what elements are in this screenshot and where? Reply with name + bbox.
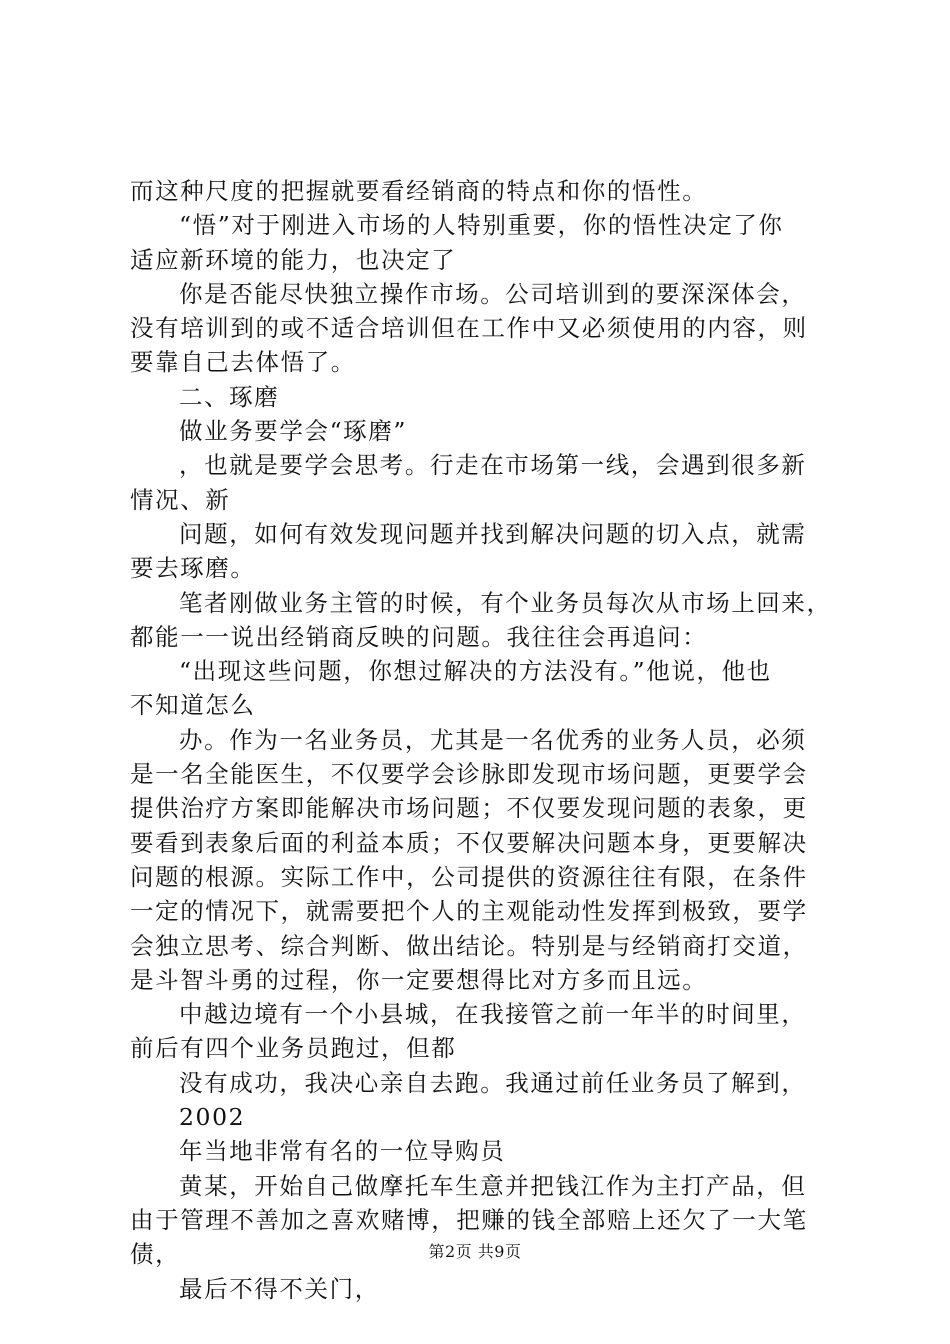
text-line: ，也就是要学会思考。行走在市场第一线，会遇到很多新: [179, 451, 807, 480]
text-line: 年当地非常有名的一位导购员: [179, 1137, 506, 1166]
text-line: 笔者刚做业务主管的时候，有个业务员每次从市场上回来，: [179, 588, 832, 617]
text-line: 一定的情况下，就需要把个人的主观能动性发挥到极致，要学: [130, 897, 808, 926]
text-line: 最后不得不关门，: [179, 1274, 380, 1303]
text-line: 问题，如何有效发现问题并找到解决问题的切入点，就需: [179, 519, 807, 548]
text-line: 情况、新: [130, 485, 231, 514]
document-body: [130, 174, 830, 1306]
text-line: 二、琢磨: [179, 382, 280, 411]
text-line: 提供治疗方案即能解决市场问题；不仅要发现问题的表象，更: [130, 794, 808, 823]
text-line: “悟”对于刚进入市场的人特别重要，你的悟性决定了你: [179, 211, 784, 240]
text-line: 债，: [130, 1240, 181, 1269]
text-line: 都能一一说出经销商反映的问题。我往往会再追问：: [130, 622, 708, 651]
text-line: 要去琢磨。: [130, 554, 256, 583]
text-line: 前后有四个业务员跑过，但都: [130, 1034, 457, 1063]
text-line: 办。作为一名业务员，尤其是一名优秀的业务人员，必须: [179, 725, 807, 754]
text-line: 问题的根源。实际工作中，公司提供的资源往往有限，在条件: [130, 862, 808, 891]
text-line: 2002: [179, 1103, 246, 1132]
text-line: 黄某，开始自己做摩托车生意并把钱江作为主打产品，但: [179, 1171, 807, 1200]
text-line: 中越边境有一个小县城，在我接管之前一年半的时间里，: [179, 1000, 807, 1029]
text-line: 没有培训到的或不适合培训但在工作中又必须使用的内容，则: [130, 314, 808, 343]
text-line: 是斗智斗勇的过程，你一定要想得比对方多而且远。: [130, 965, 708, 994]
text-line: “出现这些问题，你想过解决的方法没有。”他说，他也: [179, 657, 772, 686]
text-line: 由于管理不善加之喜欢赌博，把赚的钱全部赔上还欠了一大笔: [130, 1205, 808, 1234]
text-line: 是一名全能医生，不仅要学会诊脉即发现市场问题，更要学会: [130, 760, 808, 789]
text-line: 会独立思考、综合判断、做出结论。特别是与经销商打交道，: [130, 931, 808, 960]
text-line: 要靠自己去体悟了。: [130, 348, 356, 377]
text-line: 做业务要学会“琢磨”: [179, 417, 408, 446]
text-line: 而这种尺度的把握就要看经销商的特点和你的悟性。: [130, 177, 708, 205]
text-line: 要看到表象后面的利益本质；不仅要解决问题本身，更要解决: [130, 828, 808, 857]
text-line: 你是否能尽快独立操作市场。公司培训到的要深深体会，: [179, 279, 807, 308]
text-line: 没有成功，我决心亲自去跑。我通过前任业务员了解到，: [179, 1068, 807, 1097]
text-line: 不知道怎么: [130, 691, 256, 720]
text-line: 适应新环境的能力，也决定了: [130, 245, 457, 274]
page-footer: 第2页 共9页: [428, 1242, 522, 1261]
